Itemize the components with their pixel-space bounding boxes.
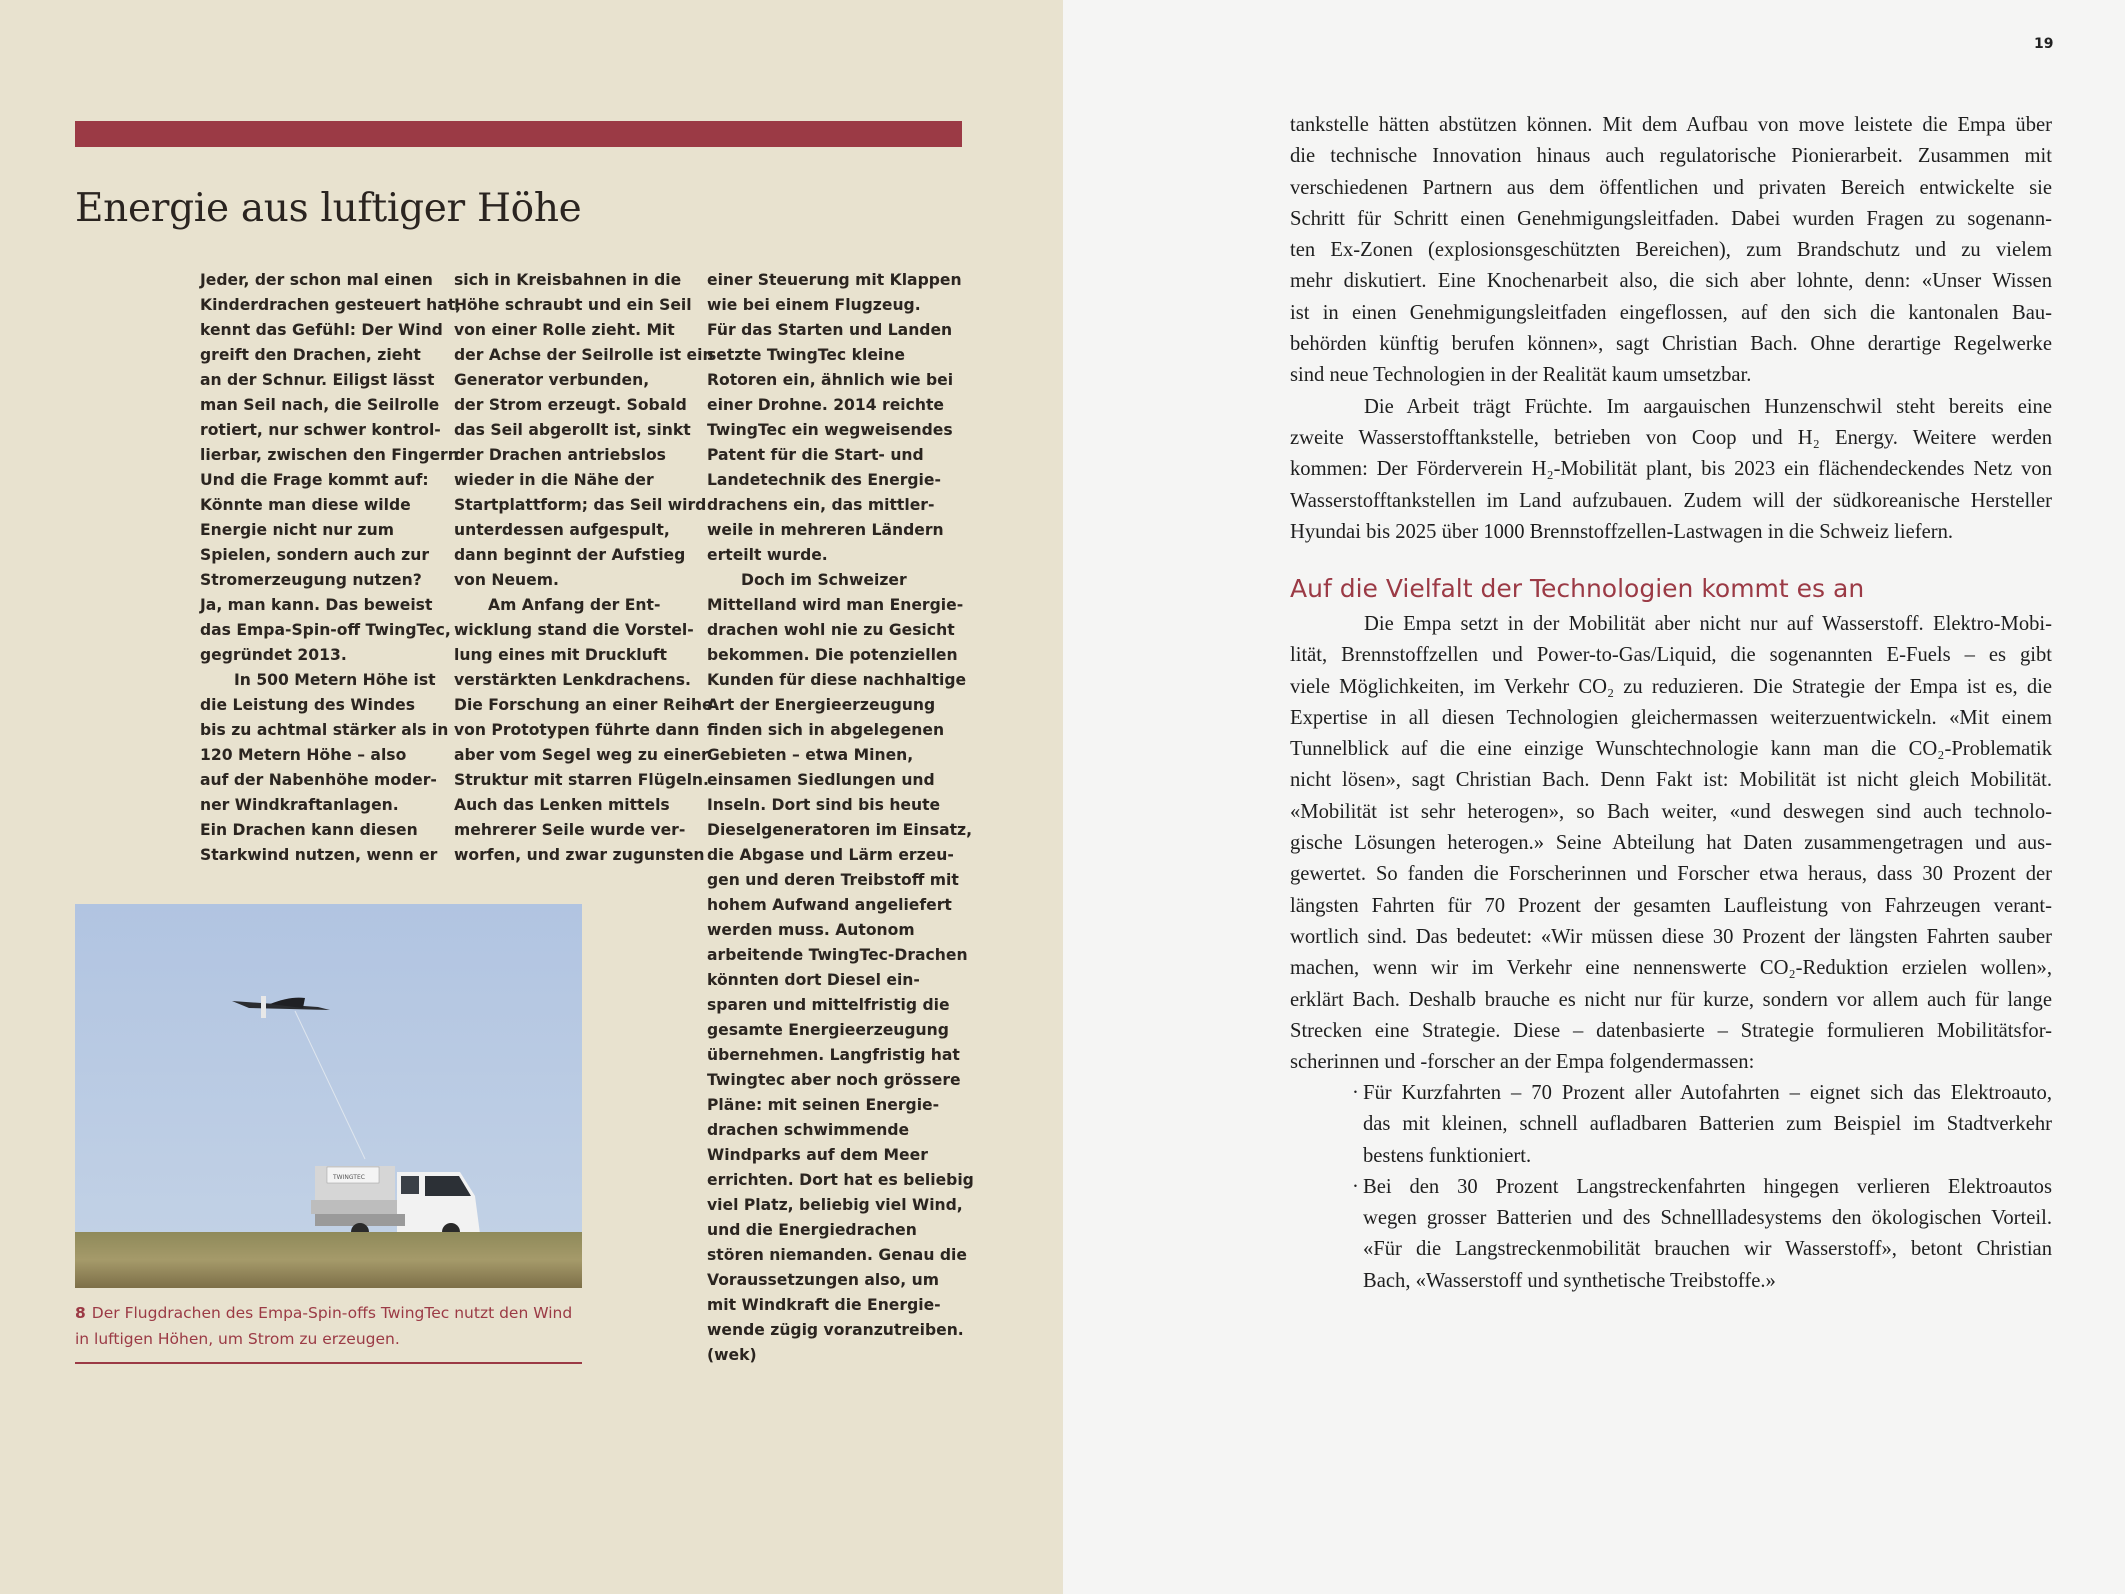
caption-number: 8 — [75, 1304, 86, 1322]
text-line: man Seil nach, die Seilrolle — [200, 396, 440, 414]
text-line: werden muss. Autonom — [707, 921, 915, 939]
text-line: Voraussetzungen also, um — [707, 1271, 939, 1289]
text-line: das Seil abgerollt ist, sinkt — [454, 421, 691, 439]
text-line: drachen wohl nie zu Gesicht — [707, 621, 955, 639]
text-line: Doch im Schweizer — [741, 571, 907, 589]
text-line: Energie nicht nur zum — [200, 521, 394, 539]
text-line: kommen: Der Förderverein H₂-Mobilität plant, bis 2023 ein flächendeckendes Netz von — [1290, 458, 2052, 481]
text-line: aber vom Segel weg zu einer — [454, 746, 709, 764]
text-line: unterdessen aufgespult, — [454, 521, 670, 539]
text-line: übernehmen. Langfristig hat — [707, 1046, 960, 1064]
text-line: nicht lösen», sagt Christian Bach. Denn Fakt ist: Mobilität ist nicht gleich Mobilität. — [1290, 769, 2052, 792]
text-line: mehr diskutiert. Eine Knochenarbeit also, die sich aber lohnte, denn: «Unser Wissen — [1290, 270, 2052, 293]
text-line: drachens ein, das mittler- — [707, 496, 935, 514]
text-line: viel Platz, beliebig viel Wind, — [707, 1196, 963, 1214]
text-line: errichten. Dort hat es beliebig — [707, 1171, 974, 1189]
text-line: «Für die Langstreckenmobilität brauchen wir Wasserstoff», betont Christian — [1363, 1238, 2052, 1261]
text-line: gen und deren Treibstoff mit — [707, 871, 959, 889]
text-line: längsten Fahrten für 70 Prozent der gesamten Laufleistung von Fahrzeugen verant- — [1290, 894, 2052, 917]
text-line: Tunnelblick auf die eine einzige Wunschtechnologie kann man die CO₂-Problematik — [1290, 738, 2052, 761]
text-line: Art der Energieerzeugung — [707, 696, 936, 714]
text-line: greift den Drachen, zieht — [200, 346, 421, 364]
text-line: In 500 Metern Höhe ist — [234, 671, 436, 689]
text-line: dann beginnt der Aufstieg — [454, 546, 686, 564]
text-line: der Achse der Seilrolle ist ein — [454, 346, 714, 364]
text-line: wieder in die Nähe der — [454, 471, 654, 489]
photo-caption: 8 Der Flugdrachen des Empa-Spin-offs TwingTec nutzt den Wind in luftigen Höhen, um Strom zu erzeugen. — [75, 1304, 573, 1348]
text-line: erteilt wurde. — [707, 546, 828, 564]
text-line: Gebieten – etwa Minen, — [707, 746, 914, 764]
bullet-list — [1352, 1078, 2052, 1297]
kite-photo — [75, 904, 582, 1288]
text-line: viele Möglichkeiten, im Verkehr CO₂ zu reduzieren. Die Strategie der Empa ist es, die — [1290, 675, 2052, 698]
header-color-bar — [75, 121, 962, 147]
text-column-3 — [707, 268, 974, 1368]
caption-divider — [75, 1362, 582, 1364]
text-line: arbeitende TwingTec-Drachen — [707, 946, 968, 964]
text-line: auf der Nabenhöhe moder- — [200, 771, 437, 789]
text-line: zweite Wasserstofftankstelle, betrieben von Coop und H₂ Energy. Weitere werden — [1290, 426, 2052, 449]
text-line: und die Energiedrachen — [707, 1221, 917, 1239]
text-column-1 — [200, 268, 465, 868]
text-line: Am Anfang der Ent- — [488, 596, 661, 614]
text-line: lität, Brennstoffzellen und Power-to-Gas/Liquid, die sogenannten E-Fuels – es gibt — [1290, 644, 2052, 667]
text-line: drachen schwimmende — [707, 1121, 910, 1139]
text-line: Windparks auf dem Meer — [707, 1146, 928, 1164]
text-line: Inseln. Dort sind bis heute — [707, 796, 941, 814]
text-line: Ein Drachen kann diesen — [200, 821, 418, 839]
bullet-icon: · — [1352, 1082, 1359, 1104]
page-number: 19 — [2034, 36, 2054, 52]
text-line: bekommen. Die potenziellen — [707, 646, 958, 664]
text-line: Die Empa setzt in der Mobilität aber nicht nur auf Wasserstoff. Elektro-Mobi- — [1364, 613, 2052, 635]
text-line: Wasserstofftankstellen im Land aufzubauen. Zudem will der südkoreanische Hersteller — [1290, 489, 2052, 512]
text-line: Für Kurzfahrten – 70 Prozent aller Autofahrten – eignet sich das Elektroauto, — [1363, 1082, 2052, 1104]
list-item — [1352, 1172, 2052, 1297]
text-line: sind neue Technologien in der Realität kaum umsetzbar. — [1290, 364, 1752, 387]
text-line: mit Windkraft die Energie- — [707, 1296, 941, 1314]
text-line: Und die Frage kommt auf: — [200, 471, 429, 489]
text-line: Hyundai bis 2025 über 1000 Brennstoffzellen-Lastwagen in die Schweiz liefern. — [1290, 520, 1954, 543]
text-line: behörden künftig berufen können», sagt Christian Bach. Ohne derartige Regelwerke — [1290, 333, 2052, 356]
text-line: mehrerer Seile wurde ver- — [454, 821, 686, 839]
text-line: Startplattform; das Seil wird — [454, 496, 707, 514]
text-line: Stromerzeugung nutzen? — [200, 571, 422, 589]
text-line: Bei den 30 Prozent Langstreckenfahrten hingegen verlieren Elektroautos — [1363, 1175, 2052, 1198]
text-line: an der Schnur. Eiligst lässt — [200, 371, 435, 389]
text-line: machen, wenn wir im Verkehr eine nennenswerte CO₂-Reduktion erzielen wollen», — [1290, 957, 2052, 980]
text-line: das Empa-Spin-off TwingTec, — [200, 621, 451, 639]
text-line: sparen und mittelfristig die — [707, 996, 950, 1014]
text-line: gegründet 2013. — [200, 646, 347, 664]
text-line: wortlich sind. Das bedeutet: «Wir müssen diese 30 Prozent der längsten Fahrten sauber — [1290, 925, 2052, 948]
text-line: die technische Innovation hinaus auch regulatorische Pionierarbeit. Zusammen mit — [1290, 145, 2052, 168]
text-line: Strecken eine Strategie. Diese – datenbasierte – Strategie formulieren Mobilitätsfor- — [1290, 1019, 2052, 1042]
text-line: Spielen, sondern auch zur — [200, 546, 430, 564]
svg-text:TWINGTEC: TWINGTEC — [333, 1174, 365, 1181]
text-line: einsamen Siedlungen und — [707, 771, 935, 789]
text-line: ten Ex-Zonen (explosionsgeschützten Bereichen), zum Brandschutz und zu vielem — [1290, 239, 2052, 262]
text-line: Höhe schraubt und ein Seil — [454, 296, 692, 314]
text-line: 120 Metern Höhe – also — [200, 746, 407, 764]
text-line: wicklung stand die Vorstel- — [454, 621, 694, 639]
text-line: gische Lösungen heterogen.» Seine Abteilung hat Daten zusammengetragen und aus- — [1290, 832, 2052, 855]
body-text-block-1 — [1290, 110, 2052, 548]
text-line: hohem Aufwand angeliefert — [707, 896, 952, 914]
text-line: könnten dort Diesel ein- — [707, 971, 920, 989]
text-line: rotiert, nur schwer kontrol- — [200, 421, 441, 439]
text-line: wende zügig voranzutreiben. — [707, 1321, 964, 1339]
text-line: Mittelland wird man Energie- — [707, 596, 964, 614]
text-line: einer Steuerung mit Klappen — [707, 271, 962, 289]
text-line: Bach, «Wasserstoff und synthetische Treibstoffe.» — [1363, 1269, 1776, 1292]
text-line: lierbar, zwischen den Fingern. — [200, 446, 465, 464]
text-line: gewertet. So fanden die Forscherinnen und Forscher etwa heraus, dass 30 Prozent der — [1290, 863, 2052, 886]
text-line: Patent für die Start- und — [707, 446, 924, 464]
text-line: das mit kleinen, schnell aufladbaren Batterien zum Beispiel im Stadtverkehr — [1363, 1113, 2052, 1136]
list-item — [1352, 1078, 2052, 1172]
text-line: Pläne: mit seinen Energie- — [707, 1096, 940, 1114]
text-line: Kunden für diese nachhaltige — [707, 671, 967, 689]
text-line: verstärkten Lenkdrachens. — [454, 671, 691, 689]
text-line: bis zu achtmal stärker als in — [200, 721, 449, 739]
text-line: erklärt Bach. Deshalb brauche es nicht nur für kurze, sondern vor allem auch für lange — [1290, 988, 2052, 1011]
text-line: kennt das Gefühl: Der Wind — [200, 321, 443, 339]
text-line: der Strom erzeugt. Sobald — [454, 396, 687, 414]
bullet-icon: · — [1352, 1175, 1359, 1198]
text-line: Struktur mit starren Flügeln. — [454, 771, 709, 789]
text-line: Generator verbunden, — [454, 371, 650, 389]
section-heading: Auf die Vielfalt der Technologien kommt es an — [1290, 574, 1865, 603]
text-line: die Abgase und Lärm erzeu- — [707, 846, 954, 864]
text-line: wie bei einem Flugzeug. — [707, 296, 921, 314]
text-line: der Drachen antriebslos — [454, 446, 666, 464]
text-line: Ja, man kann. Das beweist — [200, 596, 433, 614]
text-line: Könnte man diese wilde — [200, 496, 411, 514]
text-line: Dieselgeneratoren im Einsatz, — [707, 821, 973, 839]
text-line: Die Arbeit trägt Früchte. Im aargauischen Hunzenschwil steht bereits eine — [1364, 395, 2052, 418]
text-line: finden sich in abgelegenen — [707, 721, 945, 739]
body-text-block-2 — [1290, 609, 2052, 1078]
text-line: bestens funktioniert. — [1363, 1144, 1532, 1167]
text-line: tankstelle hätten abstützen können. Mit dem Aufbau von move leistete die Empa über — [1290, 114, 2052, 136]
text-line: Twingtec aber noch grössere — [707, 1071, 961, 1089]
text-line: Schritt für Schritt einen Genehmigungsleitfaden. Dabei wurden Fragen zu sogenann- — [1290, 207, 2052, 230]
text-line: die Leistung des Windes — [200, 696, 416, 714]
text-line: Für das Starten und Landen — [707, 321, 953, 339]
text-line: ist in einen Genehmigungsleitfaden eingeflossen, auf den sich die kantonalen Bau- — [1290, 301, 2052, 324]
text-line: TwingTec ein wegweisendes — [707, 421, 953, 439]
text-line: «Mobilität ist sehr heterogen», so Bach weiter, «und deswegen sind auch technolo- — [1290, 800, 2052, 823]
text-line: verschiedenen Partnern aus dem öffentlichen und privaten Bereich entwickelte sie — [1290, 176, 2052, 199]
text-column-2 — [454, 268, 714, 868]
text-line: gesamte Energieerzeugung — [707, 1021, 949, 1039]
text-line: von Neuem. — [454, 571, 559, 589]
text-line: stören niemanden. Genau die — [707, 1246, 967, 1264]
text-line: Starkwind nutzen, wenn er — [200, 846, 438, 864]
text-line: (wek) — [707, 1346, 757, 1364]
article-title: Energie aus luftiger Höhe — [75, 186, 582, 231]
text-line: Die Forschung an einer Reihe — [454, 696, 713, 714]
text-line: Landetechnik des Energie- — [707, 471, 941, 489]
text-line: scherinnen und -forscher an der Empa folgendermassen: — [1290, 1051, 1755, 1074]
text-line: Expertise in all diesen Technologien gleichermassen weiterzuentwickeln. «Mit einem — [1290, 706, 2052, 729]
text-line: ner Windkraftanlagen. — [200, 796, 399, 814]
text-line: von Prototypen führte dann — [454, 721, 700, 739]
text-line: setzte TwingTec kleine — [707, 346, 905, 364]
text-line: Rotoren ein, ähnlich wie bei — [707, 371, 954, 389]
text-line: worfen, und zwar zugunsten — [454, 846, 705, 864]
text-line: Jeder, der schon mal einen — [200, 271, 433, 289]
text-line: Kinderdrachen gesteuert hat, — [200, 296, 462, 314]
text-line: lung eines mit Druckluft — [454, 646, 667, 664]
text-line: Auch das Lenken mittels — [454, 796, 670, 814]
text-line: weile in mehreren Ländern — [707, 521, 944, 539]
text-line: einer Drohne. 2014 reichte — [707, 396, 945, 414]
text-line: wegen grosser Batterien und des Schnellladesystems den ökologischen Vorteil. — [1363, 1207, 2052, 1230]
text-line: von einer Rolle zieht. Mit — [454, 321, 675, 339]
text-line: sich in Kreisbahnen in die — [454, 271, 682, 289]
